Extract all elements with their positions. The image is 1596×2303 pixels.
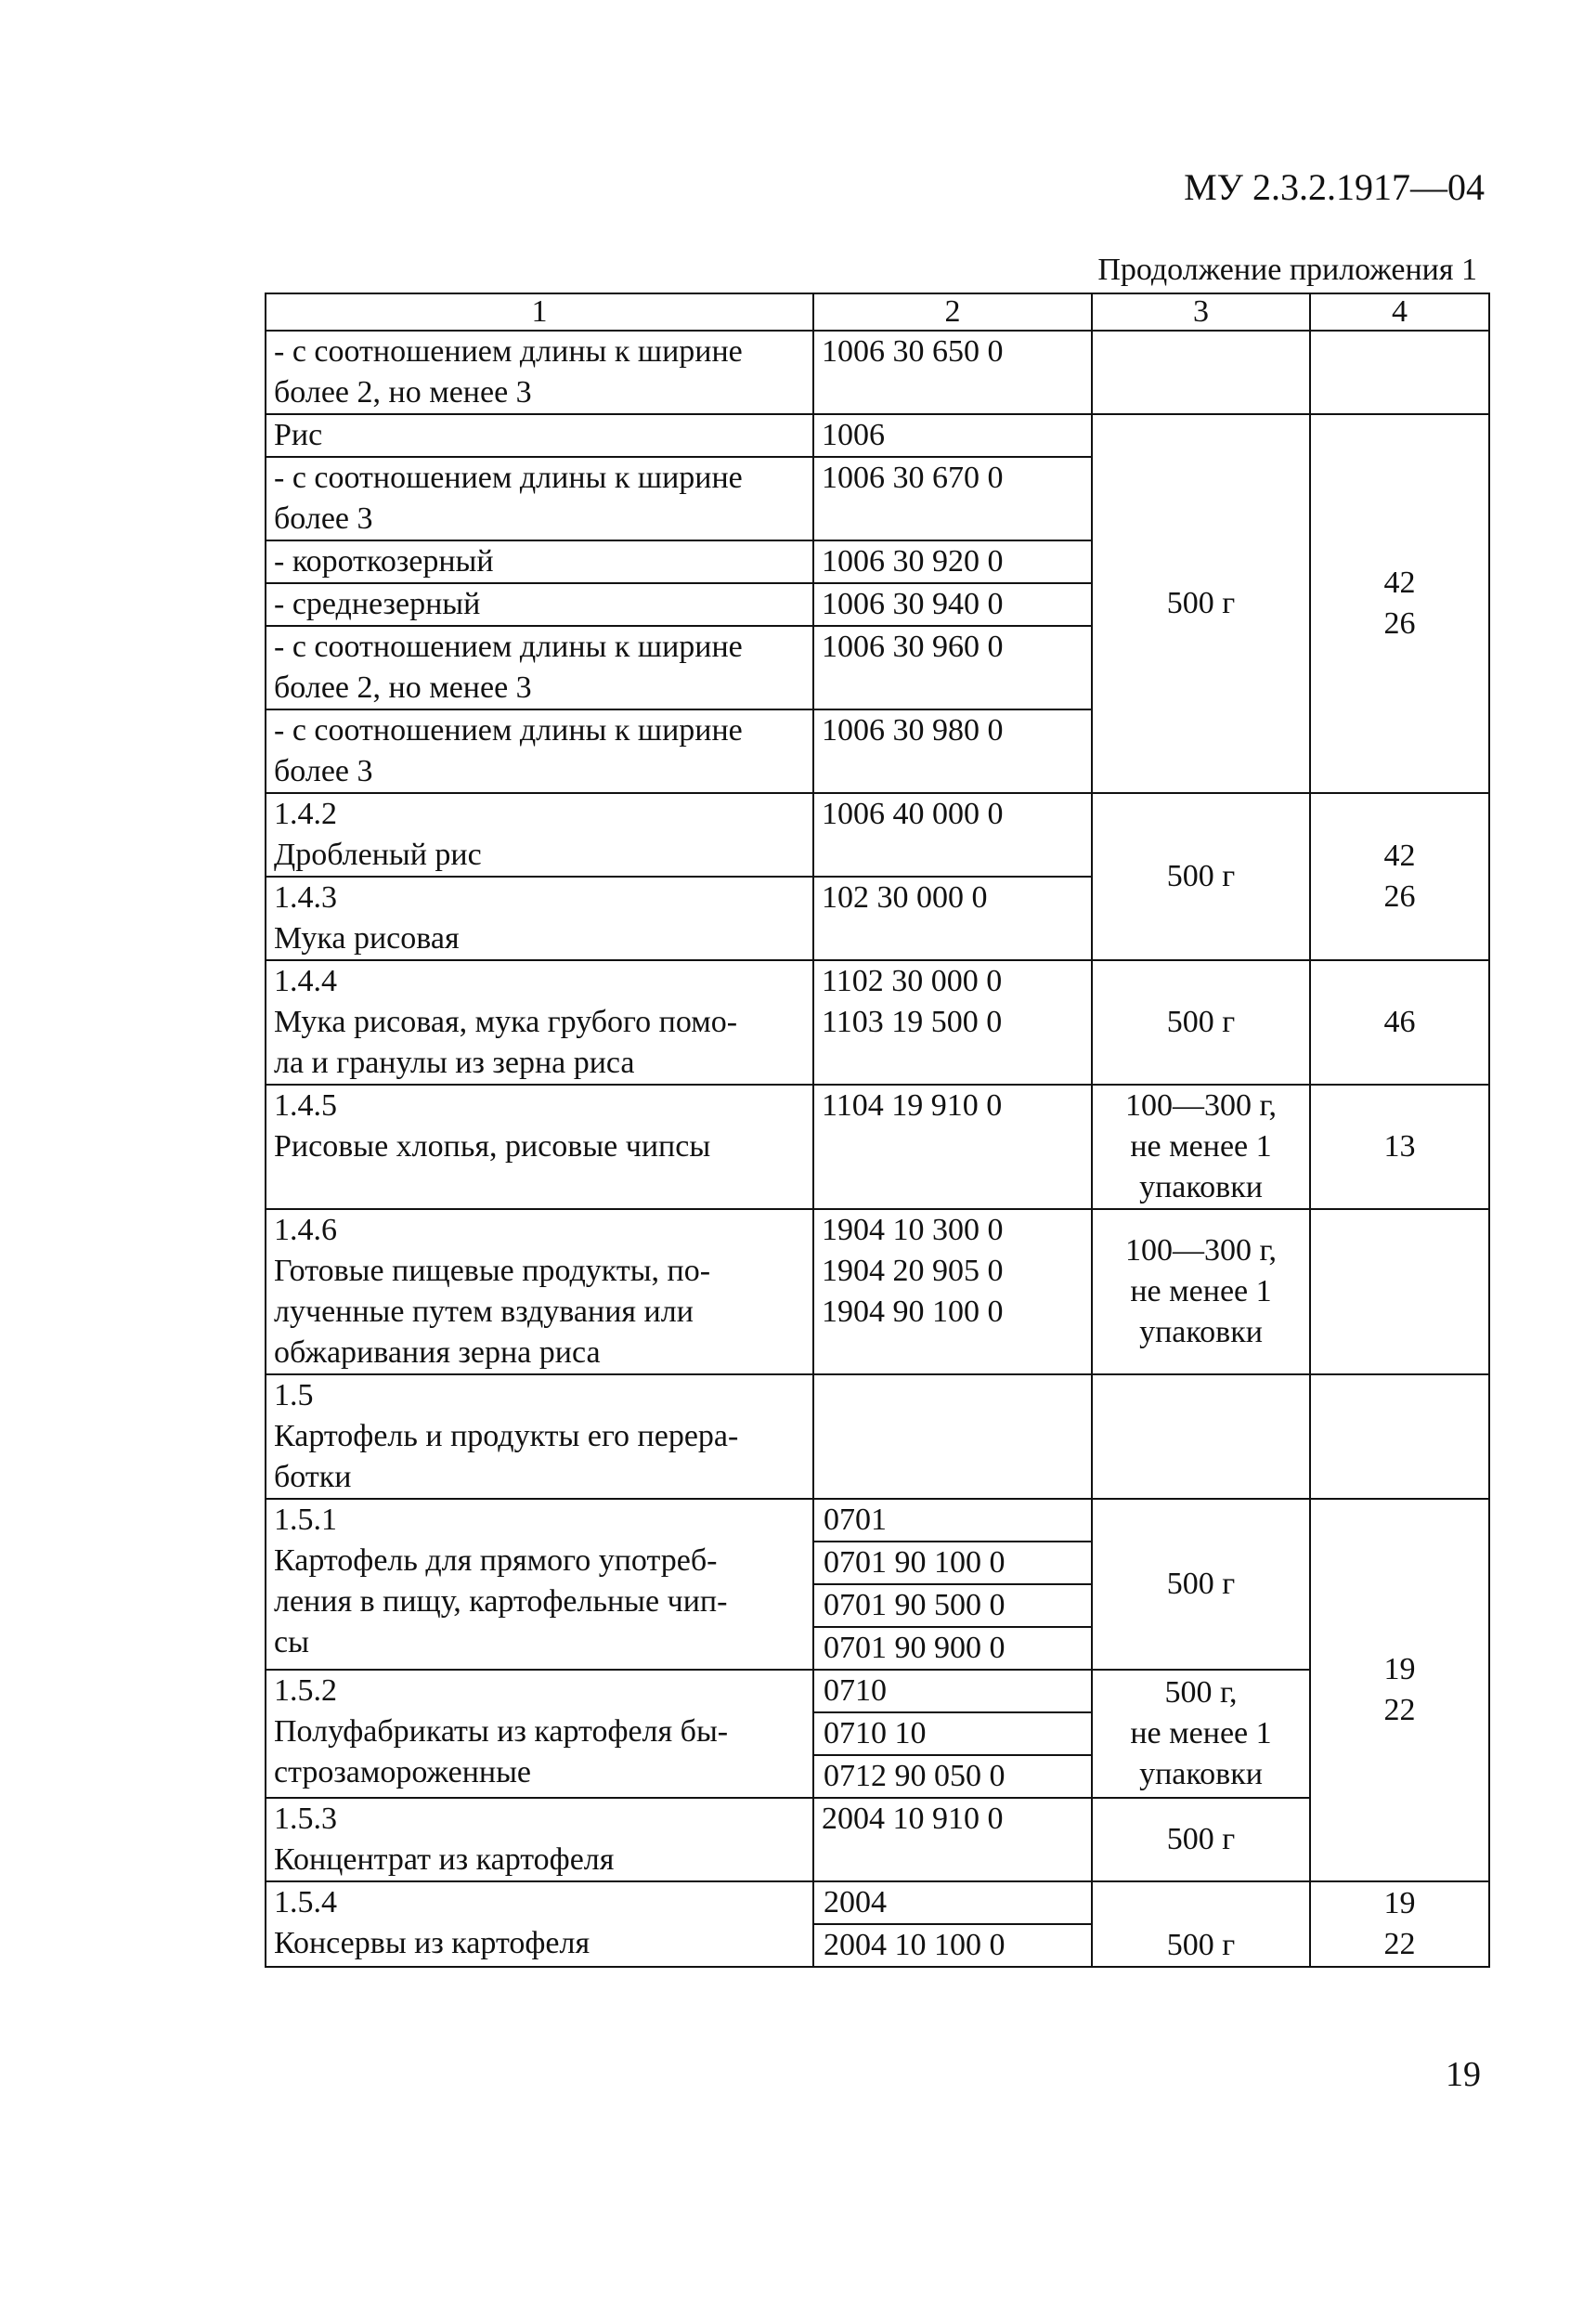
table-row	[266, 1374, 1489, 1499]
product-code: 2004 10 100 0	[824, 1928, 1006, 1962]
product-code: 1006 30 940 0	[813, 583, 1092, 626]
table-row	[266, 1209, 1489, 1374]
product-name: - с соотношением длины к ширине более 3	[266, 457, 813, 540]
table-row	[266, 331, 1489, 414]
product-code: 1104 19 910 0	[813, 1085, 1092, 1209]
sample-size: 500 г	[1092, 1499, 1310, 1670]
products-table	[265, 293, 1490, 1968]
sample-size: 500 г	[1092, 960, 1310, 1085]
product-name: 1.4.6 Готовые пищевые продукты, по- лученные путем вздувания или обжаривания зерна риса	[266, 1209, 813, 1374]
appendix-continuation-note: Продолжение приложения 1	[1097, 253, 1477, 287]
reference	[1310, 1209, 1489, 1374]
product-code	[813, 1374, 1092, 1499]
header-col-1: 1	[266, 293, 813, 331]
sample-size: 100—300 г, не менее 1 упаковки	[1092, 1209, 1310, 1374]
product-name: 1.5.1 Картофель для прямого употреб- ления в пищу, картофельные чип- сы	[266, 1499, 813, 1670]
product-code: 102 30 000 0	[813, 877, 1092, 960]
product-name: 1.4.3 Мука рисовая	[266, 877, 813, 960]
product-code: 1904 10 300 0 1904 20 905 0 1904 90 100 0	[813, 1209, 1092, 1374]
sample-size: 500 г	[1092, 1881, 1310, 1967]
product-code: 0701 90 100 0	[814, 1542, 1091, 1585]
product-name: 1.5.4 Консервы из картофеля	[266, 1881, 813, 1967]
reference: 19 22	[1310, 1881, 1489, 1967]
product-codes	[813, 1670, 1092, 1798]
product-code: 0710	[814, 1671, 1091, 1713]
table-row	[266, 960, 1489, 1085]
sample-size: 100—300 г, не менее 1 упаковки	[1092, 1085, 1310, 1209]
product-name: 1.4.4 Мука рисовая, мука грубого помо- ла и гранулы из зерна риса	[266, 960, 813, 1085]
product-code: 1006 30 920 0	[813, 540, 1092, 583]
sample-size	[1092, 1374, 1310, 1499]
product-name: - с соотношением длины к ширине более 3	[266, 709, 813, 793]
reference	[1310, 331, 1489, 414]
product-code: 1006 30 670 0	[813, 457, 1092, 540]
reference: 42 26	[1310, 793, 1489, 960]
page-number: 19	[1446, 2055, 1481, 2094]
product-code: 1006 30 650 0	[813, 331, 1092, 414]
header-col-2: 2	[813, 293, 1092, 331]
sample-size: 500 г	[1092, 1798, 1310, 1881]
product-name: 1.5 Картофель и продукты его перера- ботки	[266, 1374, 813, 1499]
table-row	[266, 1670, 1489, 1798]
product-code: 2004 10 910 0	[813, 1798, 1092, 1881]
product-code: 1006 30 960 0	[813, 626, 1092, 709]
product-name: 1.4.2 Дробленый рис	[266, 793, 813, 877]
document-code: МУ 2.3.2.1917—04	[1184, 166, 1485, 208]
table-row	[266, 793, 1489, 877]
product-name: 1.5.3 Концентрат из картофеля	[266, 1798, 813, 1881]
product-code: 0701	[814, 1500, 1091, 1542]
sample-size: 500 г	[1092, 793, 1310, 960]
product-code: 1006 30 980 0	[813, 709, 1092, 793]
reference: 19 22	[1310, 1499, 1489, 1881]
product-code: 0710 10	[814, 1713, 1091, 1756]
reference: 42 26	[1310, 414, 1489, 793]
product-code: 1006 40 000 0	[813, 793, 1092, 877]
product-codes	[813, 1499, 1092, 1670]
product-name: 1.5.2 Полуфабрикаты из картофеля бы- строзамороженные	[266, 1670, 813, 1798]
header-col-4: 4	[1310, 293, 1489, 331]
table-row	[266, 414, 1489, 457]
table-row	[266, 1798, 1489, 1881]
product-name: - среднезерный	[266, 583, 813, 626]
reference: 46	[1310, 960, 1489, 1085]
table-row	[266, 1881, 1489, 1967]
product-name: - короткозерный	[266, 540, 813, 583]
product-code: 1102 30 000 0 1103 19 500 0	[813, 960, 1092, 1085]
sample-size: 500 г	[1092, 414, 1310, 793]
product-name: - с соотношением длины к ширине более 2, но менее 3	[266, 626, 813, 709]
table-header-row	[266, 293, 1489, 331]
reference: 13	[1310, 1085, 1489, 1209]
table-row	[266, 1499, 1489, 1670]
header-col-3: 3	[1092, 293, 1310, 331]
product-name: 1.4.5 Рисовые хлопья, рисовые чипсы	[266, 1085, 813, 1209]
product-codes	[813, 1881, 1092, 1967]
table-row	[266, 1085, 1489, 1209]
product-code: 0701 90 500 0	[814, 1585, 1091, 1628]
product-name: - с соотношением длины к ширине более 2, но менее 3	[266, 331, 813, 414]
sample-size	[1092, 331, 1310, 414]
product-code: 2004	[814, 1882, 1091, 1925]
reference	[1310, 1374, 1489, 1499]
product-code: 0712 90 050 0	[824, 1759, 1006, 1793]
product-code: 1006	[813, 414, 1092, 457]
sample-size: 500 г, не менее 1 упаковки	[1092, 1670, 1310, 1798]
product-name: Рис	[266, 414, 813, 457]
product-code: 0701 90 900 0	[824, 1631, 1006, 1665]
